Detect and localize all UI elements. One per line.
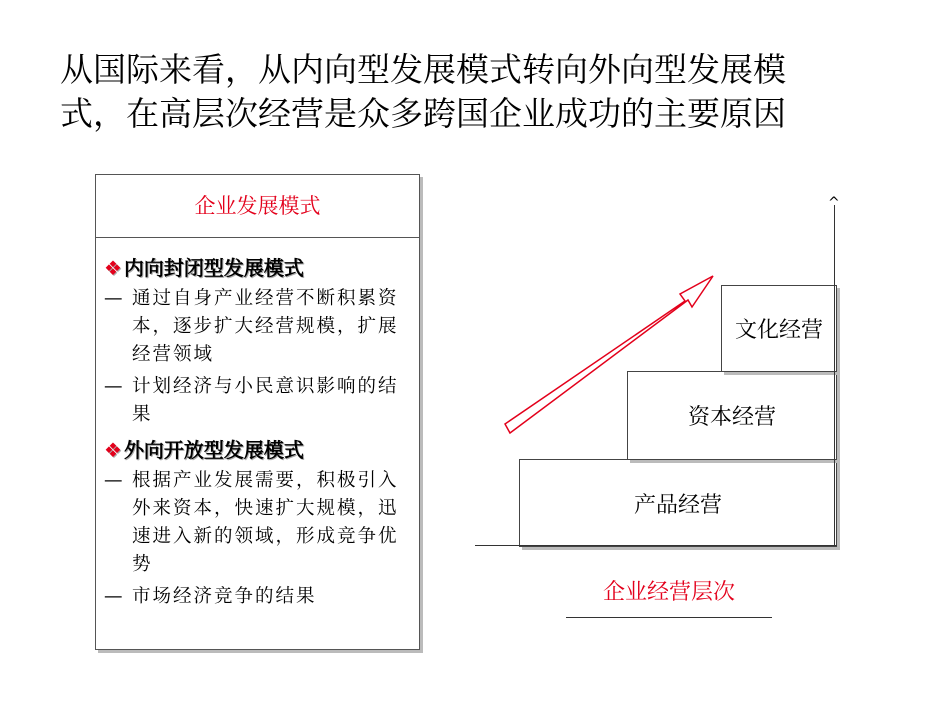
list-item-text: 计划经济与小民意识影响的结果 bbox=[132, 376, 399, 425]
list-item-text: 市场经济竞争的结果 bbox=[132, 586, 317, 607]
step-label: 产品经营 bbox=[633, 492, 722, 518]
growth-arrow-shape bbox=[505, 276, 713, 433]
section-heading-text: 外向开放型发展模式 bbox=[123, 438, 304, 462]
title-line-2: 式，在高层次经营是众多跨国企业成功的主要原因 bbox=[60, 94, 786, 133]
list-item-text: 根据产业发展需要，积极引入外来资本，快速扩大规模，迅速进入新的领域，形成竞争优势 bbox=[132, 470, 399, 575]
list-item-text: 通过自身产业经营不断积累资本，逐步扩大经营规模，扩展经营领域 bbox=[132, 288, 399, 365]
step-label: 文化经营 bbox=[734, 318, 823, 343]
section-heading-text: 内向封闭型发展模式 bbox=[123, 256, 304, 280]
dash-bullet: — bbox=[104, 470, 123, 491]
diamond-bullet-icon: ❖ bbox=[104, 256, 122, 280]
label-underline bbox=[566, 617, 772, 618]
diamond-bullet-icon: ❖ bbox=[104, 438, 122, 462]
axis-arrow-icon: ^ bbox=[828, 195, 840, 211]
panel-header: 企业发展模式 bbox=[96, 175, 419, 238]
title-line-1: 从国际来看，从内向型发展模式转向外向型发展模 bbox=[60, 50, 786, 89]
dash-bullet: — bbox=[104, 586, 123, 607]
dash-bullet: — bbox=[104, 288, 123, 309]
management-level-label: 企业经营层次 bbox=[602, 580, 735, 605]
dash-bullet: — bbox=[104, 376, 123, 397]
step-label: 资本经营 bbox=[687, 405, 776, 430]
